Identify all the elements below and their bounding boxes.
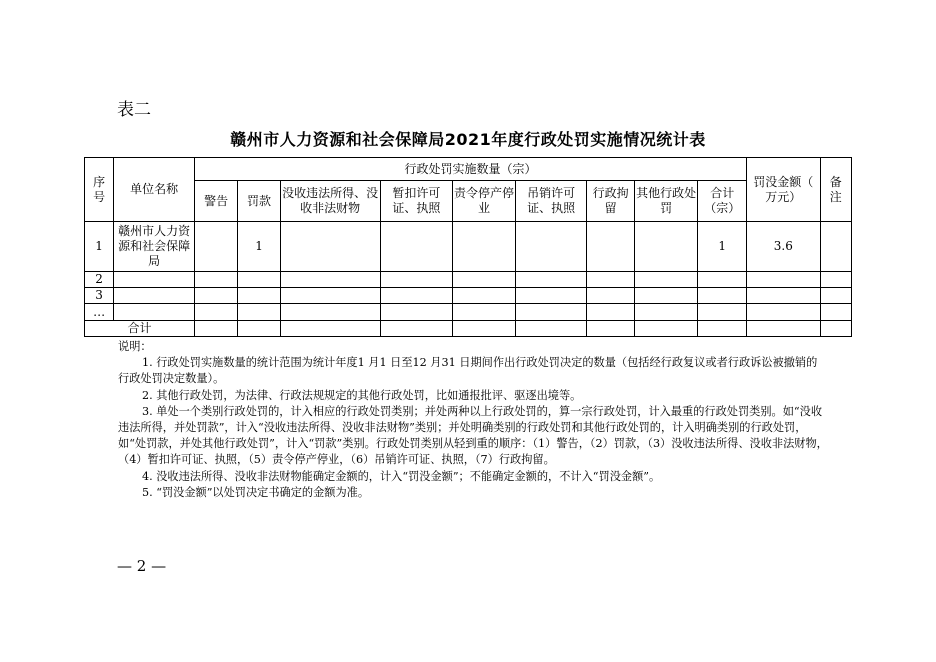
header-remark: 备注 <box>820 158 851 222</box>
document-title: 赣州市人力资源和社会保障局2021年度行政处罚实施情况统计表 <box>230 130 706 149</box>
header-other: 其他行政处罚 <box>634 181 698 222</box>
cell-warning <box>194 222 237 272</box>
statistics-table <box>84 157 852 337</box>
header-suspend: 暂扣许可证、执照 <box>380 181 453 222</box>
header-unit: 单位名称 <box>114 158 195 222</box>
notes-heading: 说明： <box>118 340 152 353</box>
header-confiscate: 没收违法所得、没收非法财物 <box>280 181 380 222</box>
table-row <box>85 288 852 304</box>
cell-detention <box>587 222 634 272</box>
header-order-stop: 责令停产停业 <box>453 181 516 222</box>
cell-revoke <box>515 222 587 272</box>
cell-amount: 3.6 <box>746 222 820 272</box>
note-item: 1. 行政处罚实施数量的统计范围为统计年度1 月1 日至12 月31 日期间作出行政处罚决定的数量（包括经行政复议或者行政诉讼被撤销的行政处罚决定数量）。 <box>118 356 818 386</box>
notes-section <box>118 339 828 501</box>
note-item: 3. 单处一个类别行政处罚的，计入相应的行政处罚类别；并处两种以上行政处罚的，算一宗行政处罚，计入最重的行政处罚类别。如“没收违法所得，并处罚款”，计入“没收违法所得、没收非法财物”类别；并处明确类别的行政处罚和其他行政处罚的，计入明确类别的行政处罚，如“处罚款，并处其他行政处罚”，计入“罚款”类别。行政处罚类别从轻到重的顺序：（1）警告，（2）罚款，（3）没收违法所得、没收非法财物，（4）暂扣许可证、执照，（5）责令停产停业，（6）吊销许可证、执照，（7）行政拘留。 <box>118 404 828 467</box>
cell-seq: 2 <box>85 271 114 287</box>
cell-fine: 1 <box>238 222 280 272</box>
cell-unit: 赣州市人力资源和社会保障局 <box>114 222 195 272</box>
header-seq: 序号 <box>85 158 114 222</box>
cell-subtotal: 1 <box>698 222 747 272</box>
header-revoke: 吊销许可证、执照 <box>515 181 587 222</box>
header-row-1 <box>85 158 852 181</box>
cell-order-stop <box>453 222 516 272</box>
table-row <box>85 304 852 320</box>
table-row <box>85 271 852 287</box>
total-label: 合计 <box>85 320 195 336</box>
note-item: 2. 其他行政处罚，为法律、行政法规规定的其他行政处罚，比如通报批评、驱逐出境等。 <box>142 388 582 402</box>
cell-confiscate <box>280 222 380 272</box>
header-row-2 <box>85 181 852 222</box>
note-item: 4. 没收违法所得、没收非法财物能确定金额的，计入“罚没金额”；不能确定金额的，不计入“罚没金额”。 <box>142 469 661 483</box>
table-row <box>85 222 852 272</box>
cell-seq: … <box>85 304 114 320</box>
page-number: — 2 — <box>117 557 167 575</box>
header-detention: 行政拘留 <box>587 181 634 222</box>
cell-seq: 1 <box>85 222 114 272</box>
cell-seq: 3 <box>85 288 114 304</box>
cell-remark <box>820 222 851 272</box>
page-label: 表二 <box>117 100 151 120</box>
note-item: 5. “罚没金额”以处罚决定书确定的金额为准。 <box>142 485 370 499</box>
header-fine: 罚款 <box>238 181 280 222</box>
header-penalty-group: 行政处罚实施数量（宗） <box>194 158 746 181</box>
header-amount: 罚没金额（ 万元） <box>746 158 820 222</box>
total-row <box>85 320 852 336</box>
cell-suspend <box>380 222 453 272</box>
header-warning: 警告 <box>194 181 237 222</box>
header-subtotal: 合计（宗） <box>698 181 747 222</box>
cell-other <box>634 222 698 272</box>
